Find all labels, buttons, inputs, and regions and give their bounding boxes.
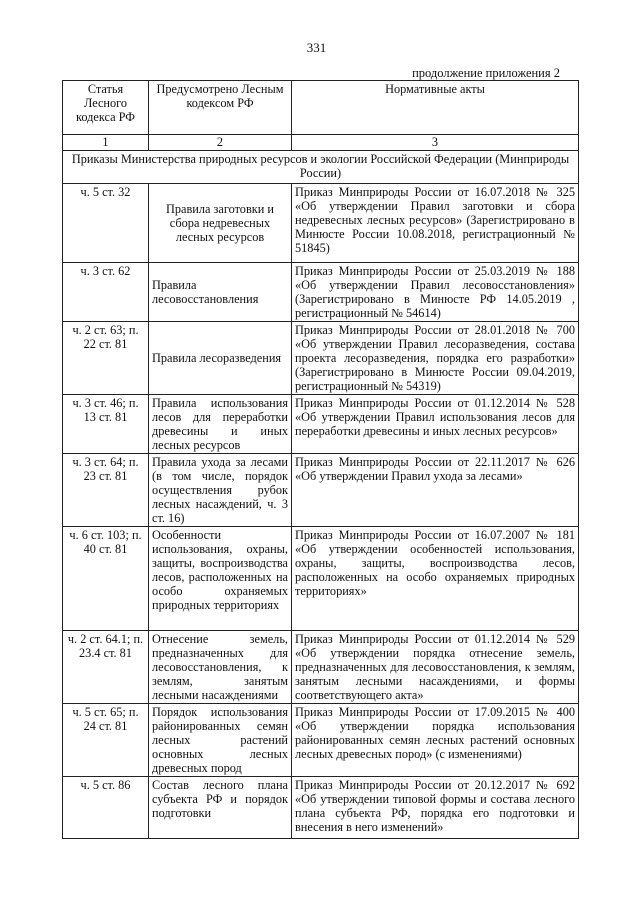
table-row [63,704,579,777]
table-row [63,454,579,527]
table-row [63,395,579,454]
regulations-table [62,80,579,839]
act-cell: Приказ Минприроды России от 28.01.2018 № 700 «Об утверждении Правил лесоразведения, состава проекта лесоразведения, порядка его разработки» (Зарегистрировано в Минюсте России 09.04.2019, регистрационный № 54319) [292,322,579,395]
article-cell: ч. 3 ст. 64; п. 23 ст. 81 [63,454,149,527]
section-title: Приказы Министерства природных ресурсов и экологии Российской Федерации (Минприроды России) [63,151,579,184]
article-cell: ч. 5 ст. 32 [63,184,149,263]
act-cell: Приказ Минприроды России от 17.09.2015 № 400 «Об утверждении порядка использования районированных семян лесных растений основных лесных древесных пород» (с изменениями) [292,704,579,777]
act-cell: Приказ Минприроды России от 16.07.2007 № 181 «Об утверждении особенностей использования, охраны, защиты, воспроизводства лесов, расположенных на особо охраняемых природных территориях» [292,527,579,631]
continuation-note: продолжение приложения 2 [412,66,560,80]
article-cell: ч. 5 ст. 65; п. 24 ст. 81 [63,704,149,777]
article-cell: ч. 5 ст. 86 [63,777,149,839]
provision-cell: Состав лесного плана субъекта РФ и порядок подготовки [149,777,292,839]
table-row [63,263,579,322]
act-cell: Приказ Минприроды России от 01.12.2014 № 528 «Об утверждении Правил использования лесов для переработки древесины и иных лесных ресурсов» [292,395,579,454]
act-cell: Приказ Минприроды России от 01.12.2014 № 529 «Об утверждении порядка отнесение земель, предназначенных для лесовосстановления, к землям, занятым лесными насаждениями, и формы соответствующего акта» [292,631,579,704]
act-cell: Приказ Минприроды России от 20.12.2017 № 692 «Об утверждении типовой формы и состава лесного плана субъекта РФ, порядка его подготовки и внесения в него изменений» [292,777,579,839]
column-number: 2 [149,135,292,151]
article-cell: ч. 2 ст. 64.1; п. 23.4 ст. 81 [63,631,149,704]
table-row [63,527,579,631]
article-cell: ч. 2 ст. 63; п. 22 ст. 81 [63,322,149,395]
act-cell: Приказ Минприроды России от 25.03.2019 № 188 «Об утверждении Правил лесовосстановления» (Зарегистрировано в Минюсте РФ 14.05.2019 , регистрационный № 54614) [292,263,579,322]
provision-cell: Правила лесовосстановления [149,263,292,322]
table-row [63,322,579,395]
act-cell: Приказ Минприроды России от 16.07.2018 № 325 «Об утверждении Правил заготовки и сбора недревесных лесных ресурсов» (Зарегистрировано в Минюсте России 10.08.2018, регистрационный № 51845) [292,184,579,263]
header-provision: Предусмотрено Лесным кодексом РФ [149,81,292,135]
page-number: 331 [306,40,327,55]
provision-cell: Отнесение земель, предназначенных для лесовосстановления, к землям, занятым лесными насаждениями [149,631,292,704]
article-cell: ч. 3 ст. 62 [63,263,149,322]
article-cell: ч. 6 ст. 103; п. 40 ст. 81 [63,527,149,631]
act-cell: Приказ Минприроды России от 22.11.2017 № 626 «Об утверждении Правил ухода за лесами» [292,454,579,527]
header-acts: Нормативные акты [292,81,579,135]
provision-cell: Правила лесоразведения [149,322,292,395]
table-row [63,184,579,263]
header-article: Статья Лесного кодекса РФ [63,81,149,135]
article-cell: ч. 3 ст. 46; п. 13 ст. 81 [63,395,149,454]
column-number: 3 [292,135,579,151]
provision-cell: Правила использования лесов для переработки древесины и иных лесных ресурсов [149,395,292,454]
header-row [63,81,579,135]
provision-cell: Правила ухода за лесами (в том числе, порядок осуществления рубок лесных насаждений, ч. 3 ст. 16) [149,454,292,527]
table-row [63,777,579,839]
column-number-row [63,135,579,151]
table-row [63,631,579,704]
provision-cell: Правила заготовки и сбора недревесных лесных ресурсов [149,184,292,263]
column-number: 1 [63,135,149,151]
provision-cell: Порядок использования районированных семян лесных растений основных лесных древесных пород [149,704,292,777]
section-row [63,151,579,184]
provision-cell: Особенности использования, охраны, защиты, воспроизводства лесов, расположенных на особо охраняемых природных территориях [149,527,292,631]
